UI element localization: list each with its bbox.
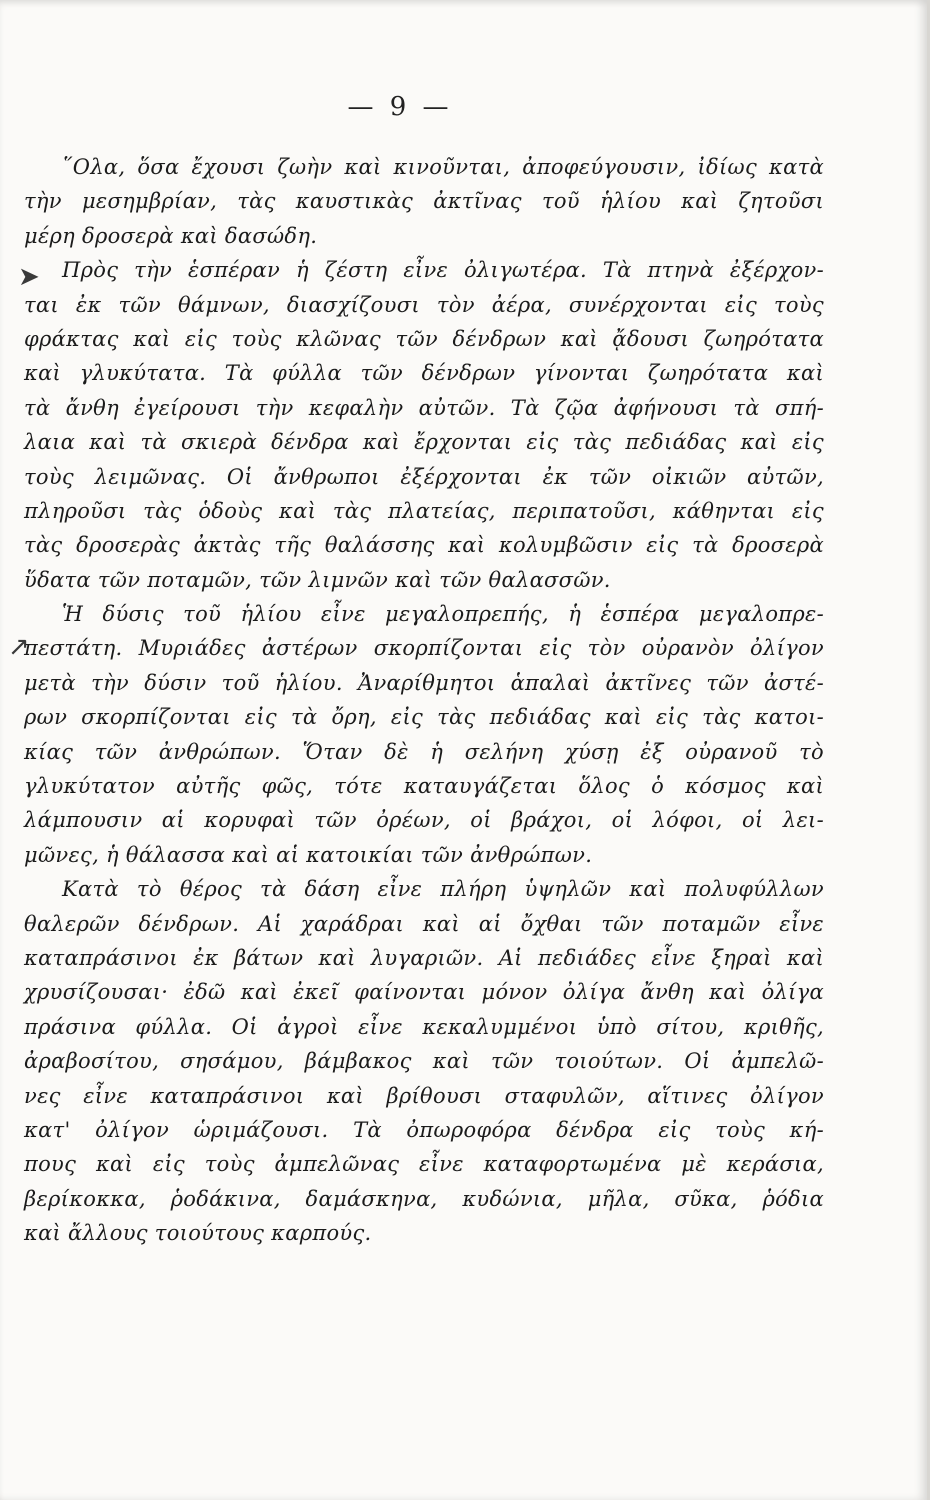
text-line: ῞Ολα, ὅσα ἔχουσι ζωὴν καὶ κινοῦνται, ἀποφεύγουσιν, ἰδίως κατὰ <box>62 155 824 179</box>
margin-arrow-icon: ↗ <box>8 632 30 662</box>
text-line: μῶνες, ἡ θάλασσα καὶ αἱ κατοικίαι τῶν ἀνθρώπων. <box>24 842 593 867</box>
text-line: ὕδατα τῶν ποταμῶν, τῶν λιμνῶν καὶ τῶν θαλασσῶν. <box>24 567 611 592</box>
text-line: μέρη δροσερὰ καὶ δασώδη. <box>24 223 318 248</box>
margin-arrow-icon: ➤ <box>18 262 40 292</box>
text-line: καὶ ἄλλους τοιούτους καρπούς. <box>24 1221 372 1246</box>
body-text <box>24 150 824 1251</box>
text-line: λάμπουσιν αἱ κορυφαὶ τῶν ὀρέων, οἱ βράχοι, οἱ λόφοι, οἱ λει- <box>24 808 824 833</box>
text-line: γλυκύτατον αὐτῆς φῶς, τότε καταυγάζεται ὅλος ὁ κόσμος καὶ <box>24 774 824 799</box>
text-line: θαλερῶν δένδρων. Αἱ χαράδραι καὶ αἱ ὄχθαι τῶν ποταμῶν εἶνε <box>24 911 824 936</box>
text-line: νες εἶνε καταπράσινοι καὶ βρίθουσι σταφυλῶν, αἵτινες ὀλίγον <box>24 1083 824 1108</box>
text-line: ρων σκορπίζονται εἰς τὰ ὄρη, εἰς τὰς πεδιάδας καὶ εἰς τὰς κατοι- <box>24 705 824 730</box>
text-line: κίας τῶν ἀνθρώπων. Ὅταν δὲ ἡ σελήνη χύσῃ ἐξ οὐρανοῦ τὸ <box>24 739 824 764</box>
text-line: βερίκοκκα, ῥοδάκινα, δαμάσκηνα, κυδώνια, μῆλα, σῦκα, ῥόδια <box>24 1186 824 1211</box>
text-line: μετὰ τὴν δύσιν τοῦ ἡλίου. Ἀναρίθμητοι ἁπαλαὶ ἀκτῖνες τῶν ἀστέ- <box>24 670 824 695</box>
text-line: ἀραβοσίτου, σησάμου, βάμβακος καὶ τῶν τοιούτων. Οἱ ἀμπελῶ- <box>24 1049 824 1074</box>
text-line: πράσινα φύλλα. Οἱ ἀγροὶ εἶνε κεκαλυμμένοι ὑπὸ σίτου, κριθῆς, <box>24 1014 824 1039</box>
text-line: φράκτας καὶ εἰς τοὺς κλῶνας τῶν δένδρων καὶ ᾄδουσι ζωηρότατα <box>24 326 824 351</box>
text-line: καὶ γλυκύτατα. Τὰ φύλλα τῶν δένδρων γίνονται ζωηρότατα καὶ <box>24 361 824 386</box>
text-line: πους καὶ εἰς τοὺς ἀμπελῶνας εἶνε καταφορτωμένα μὲ κεράσια, <box>24 1152 824 1177</box>
text-line: Κατὰ τὸ θέρος τὰ δάση εἶνε πλήρη ὑψηλῶν καὶ πολυφύλλων <box>62 877 824 902</box>
text-line: τὰς δροσερὰς ἀκτὰς τῆς θαλάσσης καὶ κολυμβῶσιν εἰς τὰ δροσερὰ <box>24 533 824 558</box>
text-line: καταπράσινοι ἐκ βάτων καὶ λυγαριῶν. Αἱ πεδιάδες εἶνε ξηραὶ καὶ <box>24 945 824 970</box>
text-line: λαια καὶ τὰ σκιερὰ δένδρα καὶ ἔρχονται εἰς τὰς πεδιάδας καὶ εἰς <box>24 430 824 455</box>
text-line: Ἡ δύσις τοῦ ἡλίου εἶνε μεγαλοπρεπής, ἡ ἑσπέρα μεγαλοπρε- <box>62 602 824 627</box>
text-line: κατ' ὀλίγον ὡριμάζουσι. Τὰ ὀπωροφόρα δένδρα εἰς τοὺς κή- <box>24 1117 824 1142</box>
text-line: τὴν μεσημβρίαν, τὰς καυστικὰς ἀκτῖνας τοῦ ἡλίου καὶ ζητοῦσι <box>24 189 824 214</box>
text-line: τοὺς λειμῶνας. Οἱ ἄνθρωποι ἐξέρχονται ἐκ τῶν οἰκιῶν αὐτῶν, <box>24 464 824 489</box>
text-line: χρυσίζουσαι· ἐδῶ καὶ ἐκεῖ φαίνονται μόνον ὀλίγα ἄνθη καὶ ὀλίγα <box>24 980 824 1005</box>
text-line: πληροῦσι τὰς ὁδοὺς καὶ τὰς πλατείας, περιπατοῦσι, κάθηνται εἰς <box>24 498 824 523</box>
text-line: ται ἐκ τῶν θάμνων, διασχίζουσι τὸν ἀέρα, συνέρχονται εἰς τοὺς <box>24 292 824 317</box>
page-number: — 9 — <box>347 92 453 122</box>
text-line: πεστάτη. Μυριάδες ἀστέρων σκορπίζονται εἰς τὸν οὐρανὸν ὀλίγον <box>24 636 824 661</box>
text-line: τὰ ἄνθη ἐγείρουσι τὴν κεφαλὴν αὐτῶν. Τὰ ζῷα ἀφήνουσι τὰ σπή- <box>24 395 824 420</box>
text-line: Πρὸς τὴν ἑσπέραν ἡ ζέστη εἶνε ὀλιγωτέρα. Τὰ πτηνὰ ἐξέρχον- <box>62 258 824 283</box>
